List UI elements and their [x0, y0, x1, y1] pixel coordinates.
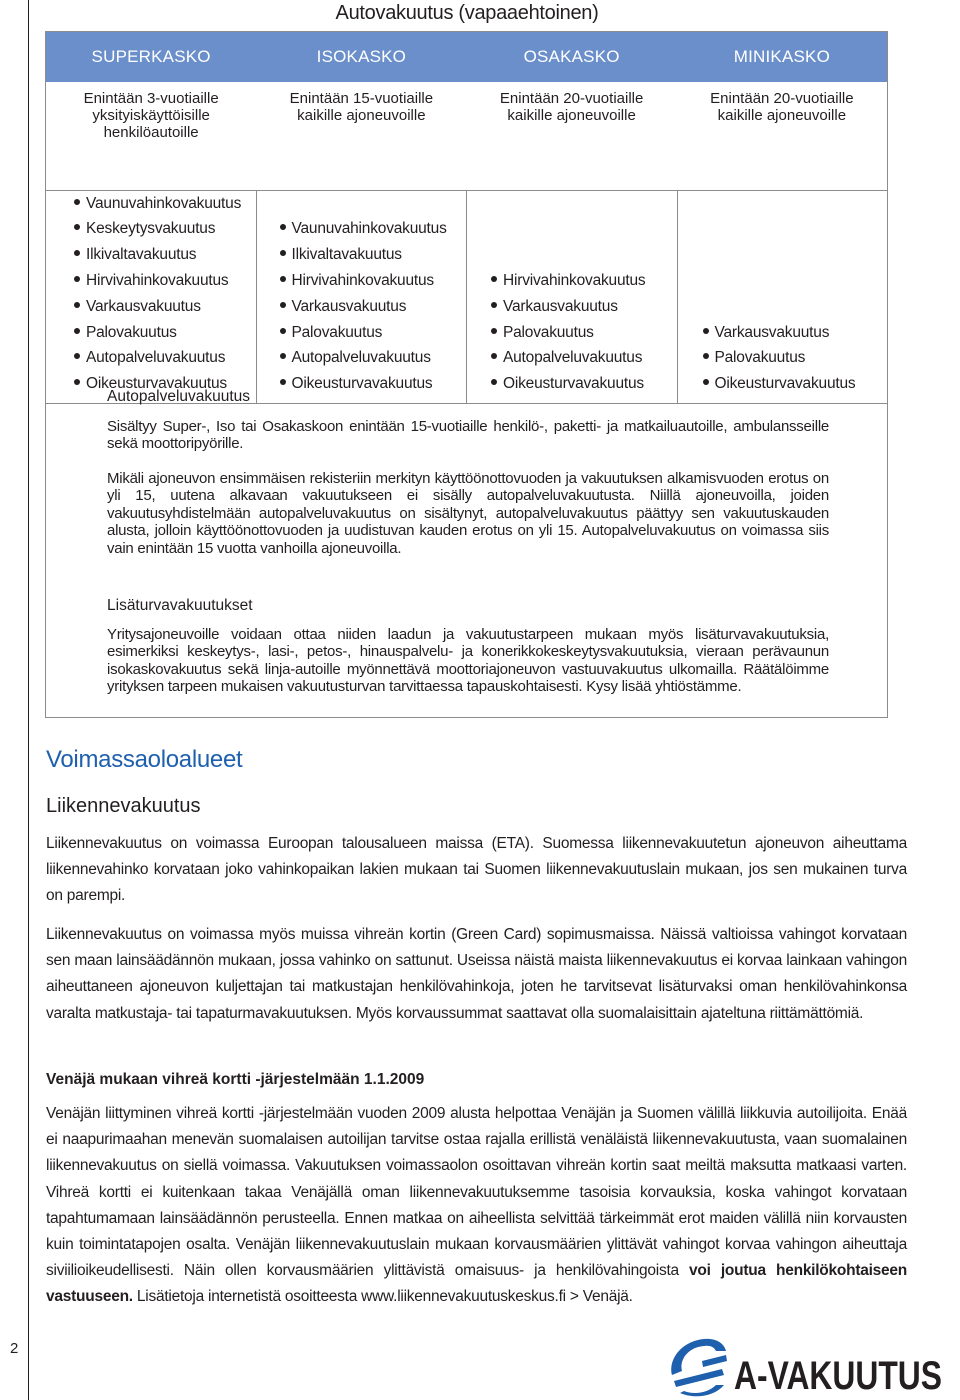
bullet-icon	[280, 328, 286, 334]
subtitle-superkasko	[46, 82, 256, 190]
coverage-item	[74, 320, 256, 346]
coverage-list	[46, 191, 256, 397]
header-osakasko: OSAKASKO	[523, 47, 620, 66]
coverage-item	[74, 294, 256, 320]
coverage-item	[74, 345, 256, 371]
bullet-icon	[74, 250, 80, 256]
autopalvelu-paragraph-2: Mikäli ajoneuvon ensimmäisen rekisteriin merkityn käyttöönottovuoden ja vakuutuksen alkamisvuoden erotus on yli 15, uutena alkavaan vakuutukseen ei sisälly autopalveluvakuutusta. Niillä ajoneuvoilla, joiden vakuutusyhdistelmään autopalveluvakuutus on sisältynyt, autopalveluvakuutus päättyy sen vakuutuskauden alusta, jolloin käyttöönottovuoden ja uudistuvan kauden erotus on yli 15. Autopalveluvakuutus on voimassa siis vain enintään 15 vuotta vanhoilla ajoneuvoilla.	[107, 470, 829, 557]
bullet-icon	[491, 328, 497, 334]
bullet-icon	[74, 353, 80, 359]
bullet-icon	[74, 276, 80, 282]
bullet-icon	[74, 224, 80, 230]
coverage-item	[280, 268, 467, 294]
coverage-column-superkasko	[46, 191, 256, 403]
coverage-subtitles	[46, 82, 887, 190]
autopalvelu-heading: Autopalveluvakuutus	[107, 388, 251, 405]
section-title-voimassaoloalueet: Voimassaoloalueet	[46, 746, 243, 773]
subtitle-line: kaikille ajoneuvoille	[717, 107, 847, 124]
coverage-label: Hirvivahinkovakuutus	[86, 272, 229, 290]
subtitle-osakasko	[467, 82, 677, 190]
coverage-label: Palovakuutus	[291, 323, 383, 341]
coverage-label: Varkausvakuutus	[86, 297, 201, 315]
coverage-label: Varkausvakuutus	[714, 323, 830, 341]
margin-rule	[28, 0, 29, 1400]
russia-heading: Venäjä mukaan vihreä kortti -järjestelmään 1.1.2009	[46, 1071, 425, 1088]
bullet-icon	[491, 302, 497, 308]
coverage-label: Oikeusturvavakuutus	[86, 375, 227, 393]
bullet-icon	[491, 353, 497, 359]
subtitle-line: Enintään 3-vuotiaille	[83, 90, 219, 107]
coverage-label: Oikeusturvavakuutus	[714, 375, 856, 393]
subtitle-line: kaikille ajoneuvoille	[297, 107, 426, 124]
bullet-icon	[280, 302, 286, 308]
coverage-list	[678, 320, 888, 397]
coverage-label: Autopalveluvakuutus	[503, 349, 643, 367]
header-isokasko: ISOKASKO	[316, 47, 407, 66]
coverage-column-isokasko	[256, 191, 467, 403]
coverage-label: Ilkivaltavakuutus	[291, 246, 402, 264]
coverage-item	[491, 345, 677, 371]
coverage-item	[74, 268, 256, 294]
logo-mark-icon	[664, 1331, 944, 1397]
lisaturva-paragraph: Yritysajoneuvoille voidaan ottaa niiden laadun ja vakuutustarpeen mukaan myös lisäturvavakuutuksia, esimerkiksi keskeytys-, lasi-, petos-, hinauspalvelu- ja konerikkokeskeytysvakuutuksia, vieraan perävaunun isokaskovakuutus sekä linja-autoille myönnettävä moottoriajoneuvon vastuuvakuutus ulkomailla. Räätälöimme yrityksen tarpeen mukaisen vakuutusturvan tarvittaessa tapauskohtaisesti. Kysy lisää yhtiöstämme.	[107, 626, 829, 696]
russia-paragraph	[46, 1101, 907, 1311]
coverage-list	[257, 216, 467, 397]
subtitle-line: yksityiskäyttöisille	[92, 107, 210, 124]
coverage-item	[491, 320, 677, 346]
coverage-list	[467, 268, 677, 397]
coverage-item	[491, 371, 677, 397]
coverage-label: Keskeytysvakuutus	[86, 220, 216, 238]
coverage-table-header	[46, 32, 887, 82]
coverage-column-osakasko	[466, 191, 677, 403]
a-vakuutus-logo	[664, 1331, 944, 1397]
coverage-label: Varkausvakuutus	[291, 297, 407, 315]
subtitle-line: Enintään 20-vuotiaille	[499, 90, 644, 107]
coverage-label: Palovakuutus	[503, 323, 594, 341]
coverage-label: Vaunuvahinkovakuutus	[291, 220, 447, 238]
lisaturva-heading: Lisäturvavakuutukset	[107, 597, 253, 614]
coverage-item	[491, 294, 677, 320]
bullet-icon	[280, 353, 286, 359]
bullet-icon	[491, 379, 497, 385]
bullet-icon	[491, 276, 497, 282]
bullet-icon	[74, 199, 80, 205]
russia-text-b: Lisätietoja internetistä osoitteesta www.liikennevakuutuskeskus.fi > Venäjä.	[132, 1288, 633, 1306]
bullet-icon	[74, 328, 80, 334]
bullet-icon	[280, 379, 286, 385]
coverage-item	[703, 371, 888, 397]
bullet-icon	[703, 328, 709, 334]
header-superkasko: SUPERKASKO	[91, 47, 211, 66]
bullet-icon	[74, 379, 80, 385]
autopalvelu-paragraph-1: Sisältyy Super-, Iso tai Osakaskoon enintään 15-vuotiaille henkilö-, paketti- ja matkailuautoille, ambulansseille sekä moottoripyörille.	[107, 418, 829, 453]
bullet-icon	[280, 224, 286, 230]
coverage-item	[280, 216, 467, 242]
coverage-label: Autopalveluvakuutus	[86, 349, 226, 367]
coverage-column-minikasko	[677, 191, 888, 403]
coverage-label: Palovakuutus	[714, 349, 806, 367]
header-minikasko: MINIKASKO	[733, 47, 830, 66]
coverage-label: Varkausvakuutus	[503, 297, 618, 315]
coverage-item	[74, 216, 256, 242]
coverage-item	[74, 242, 256, 268]
liikenne-paragraph-2: Liikennevakuutus on voimassa myös muissa vihreän kortin (Green Card) sopimusmaissa. Näissä valtioissa vahingot korvataan sen maan lainsäädännön mukaan, jossa vahinko on sattunut. Useissa näistä maista liikennevakuutus ei korvaa lainkaan vahingon aiheuttaneen ajoneuvon kuljettajan tai matkustajan henkilövahinkoja, joten he tarvitsevat lisäturvaksi oman henkilövahinkonsa varalta matkustaja- tai tapaturmavakuutuksen. Myös korvaussummat saattavat olla suomalaisittain ajateltuna riittämättömiä.	[46, 926, 907, 1022]
coverage-item	[491, 268, 677, 294]
logo-text: A-VAKUUTUS	[734, 1354, 942, 1397]
coverage-item	[74, 191, 256, 217]
coverage-label: Autopalveluvakuutus	[291, 349, 431, 367]
page-title: Autovakuutus (vapaaehtoinen)	[335, 2, 599, 24]
bullet-icon	[74, 302, 80, 308]
coverage-item	[280, 371, 467, 397]
coverage-item	[703, 320, 888, 346]
coverage-item	[280, 320, 467, 346]
coverage-label: Ilkivaltavakuutus	[86, 246, 197, 264]
bullet-icon	[280, 276, 286, 282]
bullet-icon	[703, 353, 709, 359]
russia-text-bold: voi joutua henkilökohtaiseen vastuuseen.	[46, 1262, 907, 1306]
subsection-title-liikennevakuutus: Liikennevakuutus	[46, 795, 201, 817]
subtitle-line: henkilöautoille	[103, 124, 199, 141]
coverage-lists	[46, 190, 887, 404]
coverage-label: Oikeusturvavakuutus	[503, 375, 644, 393]
coverage-item	[280, 345, 467, 371]
russia-text-a: Venäjän liittyminen vihreä kortti -järjestelmään vuoden 2009 alusta helpottaa Venäjän ja Suomen välillä liikkuvia autoilijoita. Enää ei naapurimaahan menevän suomalaisen autoilijan tarvitse ostaa rajalla erillistä venäläistä liikennevakuutusta, vaan suomalainen liikennevakuutus on siellä voimassa. Vakuutuksen voimassaolon osoittavan vihreän kortin saat meiltä maksutta matkaasi varten. Vihreä kortti ei kuitenkaan takaa Venäjällä oman liikennevakuutuksemme tasoisia korvauksia, koska vahingot korvataan tapahtumamaan lainsäädännön perusteella. Ennen matkaa on aiheellista selvittää tärkeimmät erot maiden välillä niin korvausten kuin toimintatapojen osalta. Venäjän liikennevakuutuslain mukaan korvausmäärien ylittävät vahingot korvaa vahingon aiheuttaja siviilioikeudellisesti. Näin ollen korvausmäärien ylittävistä omaisuus- ja henkilövahingoista	[46, 1105, 907, 1280]
coverage-box	[45, 31, 888, 718]
subtitle-line: kaikille ajoneuvoille	[507, 107, 636, 124]
coverage-item	[280, 242, 467, 268]
page-number: 2	[10, 1340, 19, 1357]
bullet-icon	[703, 379, 709, 385]
coverage-item	[703, 345, 888, 371]
coverage-label: Hirvivahinkovakuutus	[503, 272, 646, 290]
coverage-item	[280, 294, 467, 320]
subtitle-line: Enintään 15-vuotiaille	[289, 90, 434, 107]
subtitle-minikasko	[677, 82, 887, 190]
coverage-label: Oikeusturvavakuutus	[291, 375, 433, 393]
subtitle-isokasko	[256, 82, 466, 190]
coverage-label: Palovakuutus	[86, 323, 177, 341]
subtitle-line: Enintään 20-vuotiaille	[710, 90, 854, 107]
coverage-label: Hirvivahinkovakuutus	[291, 272, 434, 290]
bullet-icon	[280, 250, 286, 256]
coverage-label: Vaunuvahinkovakuutus	[86, 194, 242, 212]
liikenne-paragraph-1: Liikennevakuutus on voimassa Euroopan talousalueen maissa (ETA). Suomessa liikennevakuutetun ajoneuvon aiheuttama liikennevahinko korvataan joko vahinkopaikan lakien mukaan tai Suomen liikennevakuutuslain mukaan, jos sen mukainen turva on parempi.	[46, 835, 907, 905]
